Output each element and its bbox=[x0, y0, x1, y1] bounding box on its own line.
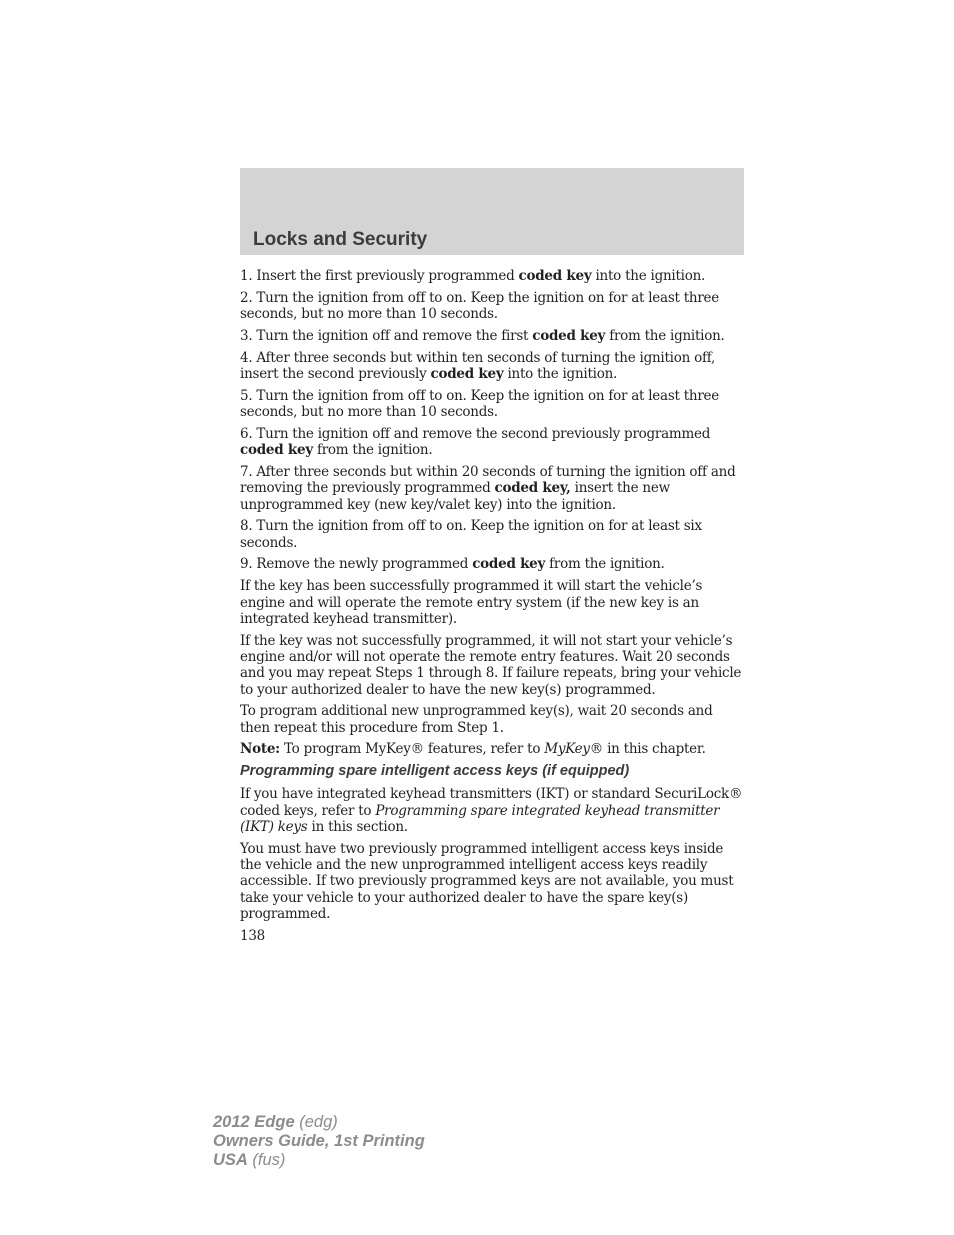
note-label: Note: bbox=[240, 741, 280, 758]
page-number: 138 bbox=[240, 927, 266, 944]
requirement-paragraph: You must have two previously programmed intelligent access keys inside the vehicle and the new unprogrammed intelligent access keys readily accessible. If two previously programmed keys are not available, you must take your vehicle to your authorized dealer to have the spare key(s) programmed. bbox=[240, 840, 734, 922]
document-footer bbox=[213, 1113, 425, 1170]
step-5: 5. Turn the ignition from off to on. Keep the ignition on for at least three seconds, but no more than 10 seconds. bbox=[240, 387, 720, 421]
ikt-reference: Programming spare integrated keyhead transmitter (IKT) keys bbox=[240, 802, 720, 835]
step-8: 8. Turn the ignition from off to on. Keep the ignition on for at least six seconds. bbox=[240, 518, 702, 551]
step-3: 3. Turn the ignition off and remove the first coded key from the ignition. bbox=[240, 327, 725, 344]
step-7: 7. After three seconds but within 20 seconds of turning the ignition off and removing the previously programmed coded key, insert the new unprogrammed key (new key/valet key) into the ignition. bbox=[240, 463, 736, 513]
page-content bbox=[240, 268, 744, 944]
step-1: 1. Insert the first previously programmed coded key into the ignition. bbox=[240, 268, 706, 284]
mykey-note: Note: To program MyKey® features, refer to MyKey® in this chapter. bbox=[240, 741, 706, 758]
subheading-spare-intelligent-access-keys: Programming spare intelligent access keys (if equipped) bbox=[240, 763, 630, 780]
section-title: Locks and Security bbox=[253, 229, 428, 250]
step-4: 4. After three seconds but within ten seconds of turning the ignition off, insert the second previously coded key into the ignition. bbox=[240, 349, 716, 382]
failure-paragraph: If the key was not successfully programmed, it will not start your vehicle’s engine and/or will not operate the remote entry features. Wait 20 seconds and you may repeat Steps 1 through 8. If failure repeats, bring your vehicle to your authorized dealer to have the new key(s) programmed. bbox=[240, 632, 742, 698]
success-paragraph: If the key has been successfully programmed it will start the vehicle’s engine and will operate the remote entry system (if the new key is an integrated keyhead transmitter). bbox=[240, 578, 703, 627]
mykey-reference: MyKey® bbox=[544, 741, 604, 758]
step-9: 9. Remove the newly programmed coded key from the ignition. bbox=[240, 556, 665, 573]
footer-line-model: 2012 Edge (edg) bbox=[213, 1113, 338, 1131]
additional-keys-paragraph: To program additional new unprogrammed key(s), wait 20 seconds and then repeat this procedure from Step 1. bbox=[240, 703, 713, 736]
step-2: 2. Turn the ignition from off to on. Keep the ignition on for at least three seconds, but no more than 10 seconds. bbox=[240, 289, 720, 323]
footer-line-guide: Owners Guide, 1st Printing bbox=[213, 1132, 425, 1150]
footer-line-market: USA (fus) bbox=[213, 1151, 286, 1169]
step-6: 6. Turn the ignition off and remove the second previously programmed coded key from the ignition. bbox=[240, 425, 711, 459]
ikt-paragraph: If you have integrated keyhead transmitters (IKT) or standard SecuriLock® coded keys, refer to Programming spare integrated keyhead transmitter (IKT) keys in this section. bbox=[240, 786, 743, 835]
